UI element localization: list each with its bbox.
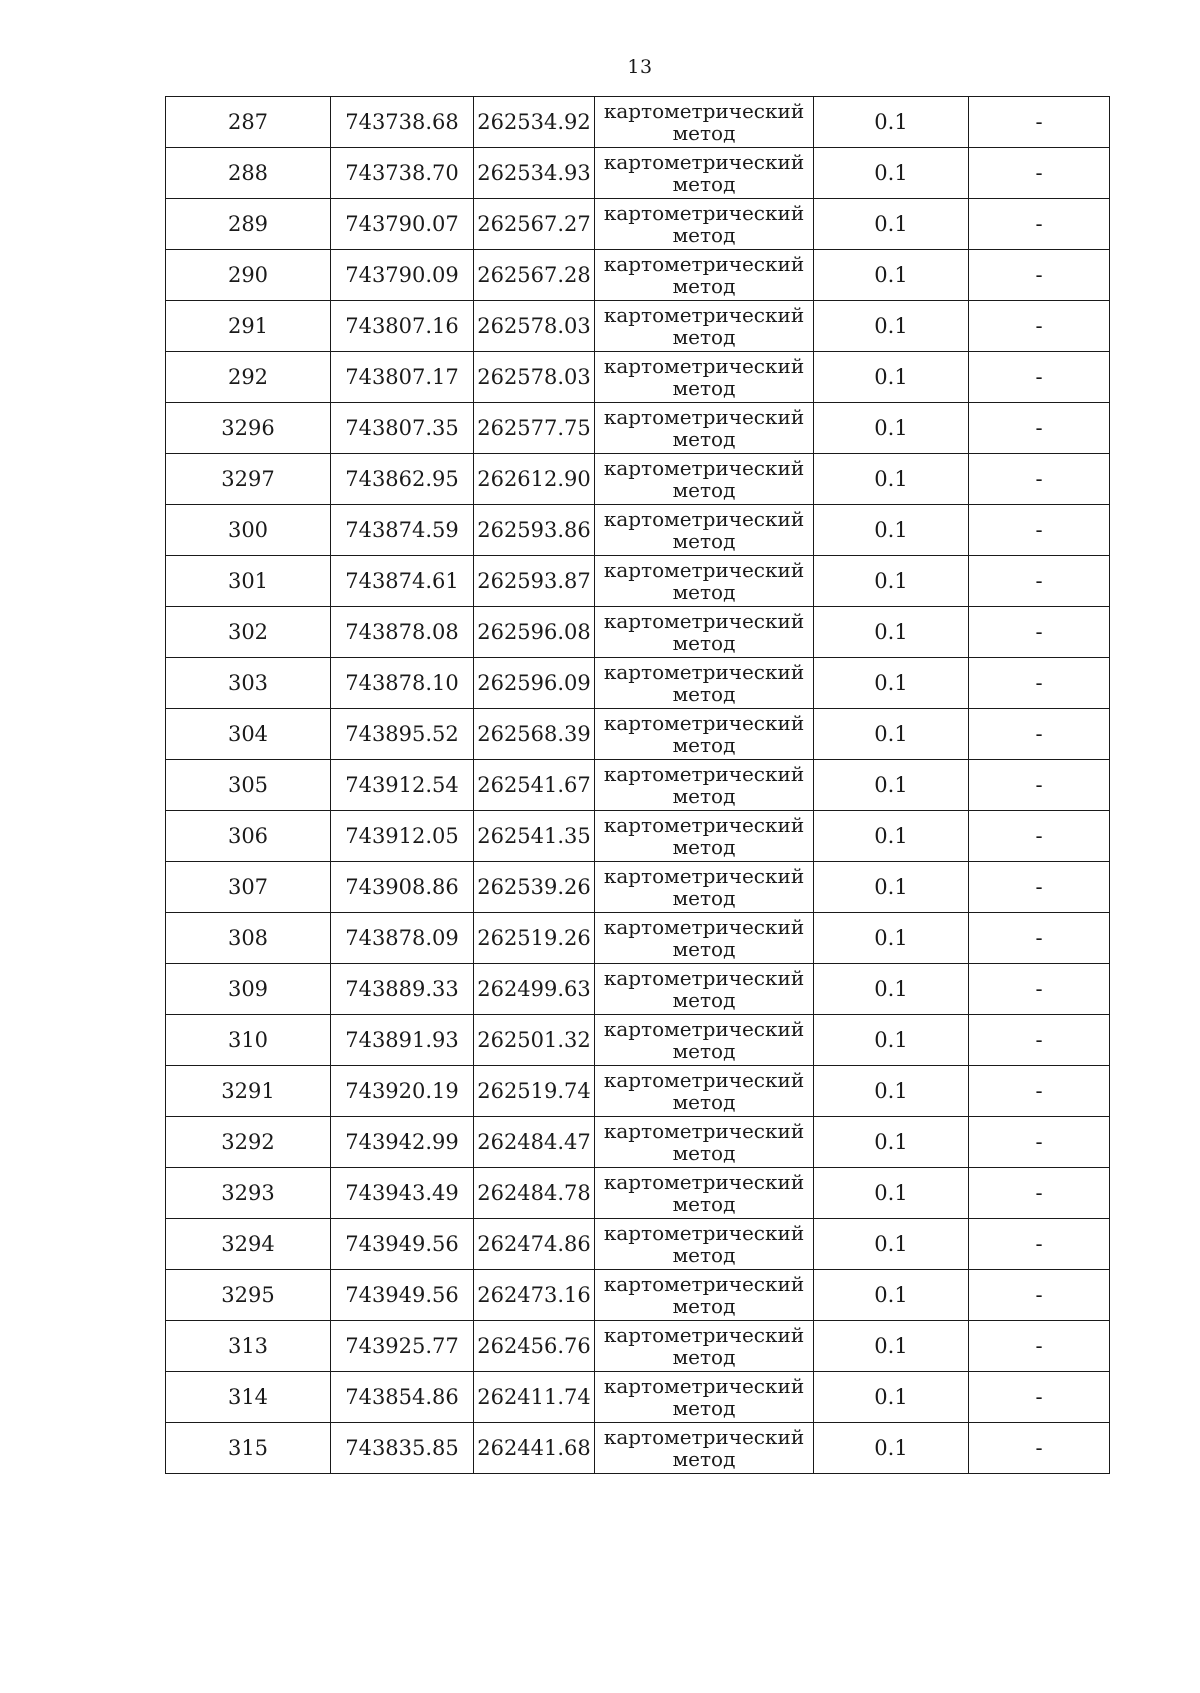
method-cell (595, 1168, 814, 1219)
method-line-1: картометрический (603, 1221, 805, 1245)
y-coordinate-cell: 262541.35 (474, 811, 595, 862)
method-cell (595, 1015, 814, 1066)
method-cell (595, 607, 814, 658)
method-line-2: метод (672, 784, 736, 808)
method-line-1: картометрический (603, 762, 805, 786)
method-line-1: картометрический (603, 354, 805, 378)
table-row (166, 148, 1110, 199)
accuracy-cell: 0.1 (814, 1219, 969, 1270)
note-cell: - (969, 1372, 1110, 1423)
page-number: 13 (627, 56, 653, 78)
note-cell: - (969, 709, 1110, 760)
y-coordinate-cell: 262593.87 (474, 556, 595, 607)
method-cell (595, 964, 814, 1015)
method-line-1: картометрический (603, 864, 805, 888)
method-line-1: картометрический (603, 1119, 805, 1143)
accuracy-cell: 0.1 (814, 199, 969, 250)
method-line-2: метод (672, 1192, 736, 1216)
accuracy-cell: 0.1 (814, 454, 969, 505)
point-number-cell: 3295 (166, 1270, 331, 1321)
x-coordinate-cell: 743790.07 (331, 199, 474, 250)
method-cell (595, 505, 814, 556)
method-line-1: картометрический (603, 99, 805, 123)
method-line-1: картометрический (603, 252, 805, 276)
method-line-2: метод (672, 478, 736, 502)
x-coordinate-cell: 743912.05 (331, 811, 474, 862)
note-cell: - (969, 250, 1110, 301)
method-cell (595, 1066, 814, 1117)
y-coordinate-cell: 262596.09 (474, 658, 595, 709)
note-cell: - (969, 760, 1110, 811)
y-coordinate-cell: 262484.47 (474, 1117, 595, 1168)
point-number-cell: 3297 (166, 454, 331, 505)
point-number-cell: 315 (166, 1423, 331, 1474)
method-line-1: картометрический (603, 507, 805, 531)
method-cell (595, 454, 814, 505)
method-line-2: метод (672, 682, 736, 706)
method-line-1: картометрический (603, 1017, 805, 1041)
accuracy-cell: 0.1 (814, 658, 969, 709)
table-row (166, 1219, 1110, 1270)
note-cell: - (969, 1015, 1110, 1066)
note-cell: - (969, 811, 1110, 862)
table-row (166, 811, 1110, 862)
method-line-2: метод (672, 1447, 736, 1471)
method-line-1: картометрический (603, 1068, 805, 1092)
y-coordinate-cell: 262441.68 (474, 1423, 595, 1474)
point-number-cell: 304 (166, 709, 331, 760)
table-row (166, 658, 1110, 709)
note-cell: - (969, 1066, 1110, 1117)
table-row (166, 1117, 1110, 1168)
point-number-cell: 3292 (166, 1117, 331, 1168)
method-line-1: картометрический (603, 660, 805, 684)
method-cell (595, 352, 814, 403)
point-number-cell: 3296 (166, 403, 331, 454)
point-number-cell: 3293 (166, 1168, 331, 1219)
accuracy-cell: 0.1 (814, 811, 969, 862)
method-cell (595, 1321, 814, 1372)
table-row (166, 1321, 1110, 1372)
x-coordinate-cell: 743889.33 (331, 964, 474, 1015)
x-coordinate-cell: 743949.56 (331, 1219, 474, 1270)
y-coordinate-cell: 262456.76 (474, 1321, 595, 1372)
y-coordinate-cell: 262539.26 (474, 862, 595, 913)
note-cell: - (969, 1219, 1110, 1270)
note-cell: - (969, 505, 1110, 556)
table-row (166, 1066, 1110, 1117)
x-coordinate-cell: 743807.17 (331, 352, 474, 403)
y-coordinate-cell: 262596.08 (474, 607, 595, 658)
accuracy-cell: 0.1 (814, 760, 969, 811)
point-number-cell: 305 (166, 760, 331, 811)
x-coordinate-cell: 743895.52 (331, 709, 474, 760)
x-coordinate-cell: 743891.93 (331, 1015, 474, 1066)
method-line-2: метод (672, 376, 736, 400)
method-line-2: метод (672, 886, 736, 910)
method-line-2: метод (672, 835, 736, 859)
accuracy-cell: 0.1 (814, 403, 969, 454)
method-line-1: картометрический (603, 1374, 805, 1398)
x-coordinate-cell: 743942.99 (331, 1117, 474, 1168)
x-coordinate-cell: 743874.61 (331, 556, 474, 607)
method-line-2: метод (672, 1039, 736, 1063)
method-line-2: метод (672, 121, 736, 145)
point-number-cell: 291 (166, 301, 331, 352)
method-line-1: картометрический (603, 405, 805, 429)
method-line-1: картометрический (603, 609, 805, 633)
method-cell (595, 199, 814, 250)
note-cell: - (969, 454, 1110, 505)
y-coordinate-cell: 262567.27 (474, 199, 595, 250)
method-cell (595, 1423, 814, 1474)
method-cell (595, 556, 814, 607)
x-coordinate-cell: 743790.09 (331, 250, 474, 301)
point-number-cell: 303 (166, 658, 331, 709)
method-cell (595, 97, 814, 148)
method-cell (595, 250, 814, 301)
table-row (166, 403, 1110, 454)
y-coordinate-cell: 262474.86 (474, 1219, 595, 1270)
method-line-1: картометрический (603, 1170, 805, 1194)
point-number-cell: 314 (166, 1372, 331, 1423)
accuracy-cell: 0.1 (814, 1372, 969, 1423)
method-line-1: картометрический (603, 1323, 805, 1347)
method-line-2: метод (672, 427, 736, 451)
table-row (166, 913, 1110, 964)
method-line-1: картометрический (603, 813, 805, 837)
point-number-cell: 290 (166, 250, 331, 301)
point-number-cell: 310 (166, 1015, 331, 1066)
accuracy-cell: 0.1 (814, 709, 969, 760)
method-cell (595, 811, 814, 862)
table-row (166, 709, 1110, 760)
y-coordinate-cell: 262567.28 (474, 250, 595, 301)
point-number-cell: 301 (166, 556, 331, 607)
accuracy-cell: 0.1 (814, 862, 969, 913)
table-row (166, 250, 1110, 301)
note-cell: - (969, 964, 1110, 1015)
note-cell: - (969, 1270, 1110, 1321)
note-cell: - (969, 1168, 1110, 1219)
point-number-cell: 3291 (166, 1066, 331, 1117)
accuracy-cell: 0.1 (814, 97, 969, 148)
table-body (166, 97, 1110, 1474)
y-coordinate-cell: 262411.74 (474, 1372, 595, 1423)
method-cell (595, 301, 814, 352)
y-coordinate-cell: 262577.75 (474, 403, 595, 454)
note-cell: - (969, 97, 1110, 148)
method-cell (595, 760, 814, 811)
x-coordinate-cell: 743878.08 (331, 607, 474, 658)
note-cell: - (969, 607, 1110, 658)
accuracy-cell: 0.1 (814, 556, 969, 607)
method-cell (595, 862, 814, 913)
table-row (166, 607, 1110, 658)
point-number-cell: 308 (166, 913, 331, 964)
point-number-cell: 306 (166, 811, 331, 862)
y-coordinate-cell: 262499.63 (474, 964, 595, 1015)
method-line-1: картометрический (603, 1425, 805, 1449)
note-cell: - (969, 148, 1110, 199)
method-line-1: картометрический (603, 150, 805, 174)
table-row (166, 862, 1110, 913)
y-coordinate-cell: 262534.92 (474, 97, 595, 148)
x-coordinate-cell: 743949.56 (331, 1270, 474, 1321)
table-row (166, 199, 1110, 250)
y-coordinate-cell: 262484.78 (474, 1168, 595, 1219)
method-line-2: метод (672, 1243, 736, 1267)
table-row (166, 454, 1110, 505)
note-cell: - (969, 352, 1110, 403)
accuracy-cell: 0.1 (814, 1321, 969, 1372)
y-coordinate-cell: 262593.86 (474, 505, 595, 556)
accuracy-cell: 0.1 (814, 1015, 969, 1066)
x-coordinate-cell: 743807.16 (331, 301, 474, 352)
method-line-1: картометрический (603, 201, 805, 225)
table-row (166, 505, 1110, 556)
point-number-cell: 300 (166, 505, 331, 556)
x-coordinate-cell: 743862.95 (331, 454, 474, 505)
accuracy-cell: 0.1 (814, 1066, 969, 1117)
table-row (166, 556, 1110, 607)
x-coordinate-cell: 743807.35 (331, 403, 474, 454)
accuracy-cell: 0.1 (814, 250, 969, 301)
method-line-1: картометрический (603, 1272, 805, 1296)
y-coordinate-cell: 262541.67 (474, 760, 595, 811)
method-line-2: метод (672, 988, 736, 1012)
x-coordinate-cell: 743908.86 (331, 862, 474, 913)
method-cell (595, 913, 814, 964)
table-row (166, 1015, 1110, 1066)
method-line-1: картометрический (603, 915, 805, 939)
accuracy-cell: 0.1 (814, 913, 969, 964)
method-line-2: метод (672, 1090, 736, 1114)
x-coordinate-cell: 743738.68 (331, 97, 474, 148)
method-cell (595, 1372, 814, 1423)
method-line-2: метод (672, 631, 736, 655)
table-row (166, 1372, 1110, 1423)
y-coordinate-cell: 262578.03 (474, 301, 595, 352)
method-line-2: метод (672, 1141, 736, 1165)
method-cell (595, 709, 814, 760)
method-line-2: метод (672, 1396, 736, 1420)
point-number-cell: 307 (166, 862, 331, 913)
point-number-cell: 288 (166, 148, 331, 199)
point-number-cell: 302 (166, 607, 331, 658)
method-line-1: картометрический (603, 303, 805, 327)
method-line-2: метод (672, 274, 736, 298)
point-number-cell: 309 (166, 964, 331, 1015)
y-coordinate-cell: 262519.26 (474, 913, 595, 964)
point-number-cell: 287 (166, 97, 331, 148)
method-cell (595, 1270, 814, 1321)
method-line-2: метод (672, 1345, 736, 1369)
point-number-cell: 292 (166, 352, 331, 403)
note-cell: - (969, 301, 1110, 352)
point-number-cell: 289 (166, 199, 331, 250)
method-line-2: метод (672, 172, 736, 196)
y-coordinate-cell: 262519.74 (474, 1066, 595, 1117)
method-line-1: картометрический (603, 558, 805, 582)
method-cell (595, 1219, 814, 1270)
table-row (166, 1168, 1110, 1219)
x-coordinate-cell: 743912.54 (331, 760, 474, 811)
table-row (166, 1423, 1110, 1474)
x-coordinate-cell: 743874.59 (331, 505, 474, 556)
table-row (166, 97, 1110, 148)
y-coordinate-cell: 262578.03 (474, 352, 595, 403)
accuracy-cell: 0.1 (814, 1117, 969, 1168)
x-coordinate-cell: 743920.19 (331, 1066, 474, 1117)
method-cell (595, 658, 814, 709)
x-coordinate-cell: 743835.85 (331, 1423, 474, 1474)
table-row (166, 760, 1110, 811)
method-line-1: картометрический (603, 711, 805, 735)
accuracy-cell: 0.1 (814, 964, 969, 1015)
table-row (166, 964, 1110, 1015)
method-line-2: метод (672, 937, 736, 961)
x-coordinate-cell: 743943.49 (331, 1168, 474, 1219)
note-cell: - (969, 1423, 1110, 1474)
accuracy-cell: 0.1 (814, 1270, 969, 1321)
note-cell: - (969, 913, 1110, 964)
accuracy-cell: 0.1 (814, 607, 969, 658)
accuracy-cell: 0.1 (814, 148, 969, 199)
x-coordinate-cell: 743878.09 (331, 913, 474, 964)
y-coordinate-cell: 262473.16 (474, 1270, 595, 1321)
coordinates-table (165, 96, 1110, 1474)
x-coordinate-cell: 743854.86 (331, 1372, 474, 1423)
method-line-1: картометрический (603, 966, 805, 990)
method-line-1: картометрический (603, 456, 805, 480)
note-cell: - (969, 1117, 1110, 1168)
method-cell (595, 1117, 814, 1168)
table-row (166, 352, 1110, 403)
method-cell (595, 403, 814, 454)
method-line-2: метод (672, 223, 736, 247)
x-coordinate-cell: 743738.70 (331, 148, 474, 199)
method-cell (595, 148, 814, 199)
point-number-cell: 3294 (166, 1219, 331, 1270)
method-line-2: метод (672, 580, 736, 604)
note-cell: - (969, 199, 1110, 250)
table-row (166, 1270, 1110, 1321)
point-number-cell: 313 (166, 1321, 331, 1372)
note-cell: - (969, 403, 1110, 454)
method-line-2: метод (672, 733, 736, 757)
accuracy-cell: 0.1 (814, 1168, 969, 1219)
method-line-2: метод (672, 325, 736, 349)
y-coordinate-cell: 262534.93 (474, 148, 595, 199)
method-line-2: метод (672, 529, 736, 553)
x-coordinate-cell: 743878.10 (331, 658, 474, 709)
accuracy-cell: 0.1 (814, 301, 969, 352)
note-cell: - (969, 556, 1110, 607)
note-cell: - (969, 658, 1110, 709)
accuracy-cell: 0.1 (814, 505, 969, 556)
y-coordinate-cell: 262501.32 (474, 1015, 595, 1066)
note-cell: - (969, 862, 1110, 913)
note-cell: - (969, 1321, 1110, 1372)
accuracy-cell: 0.1 (814, 352, 969, 403)
x-coordinate-cell: 743925.77 (331, 1321, 474, 1372)
accuracy-cell: 0.1 (814, 1423, 969, 1474)
table-row (166, 301, 1110, 352)
y-coordinate-cell: 262612.90 (474, 454, 595, 505)
method-line-2: метод (672, 1294, 736, 1318)
y-coordinate-cell: 262568.39 (474, 709, 595, 760)
